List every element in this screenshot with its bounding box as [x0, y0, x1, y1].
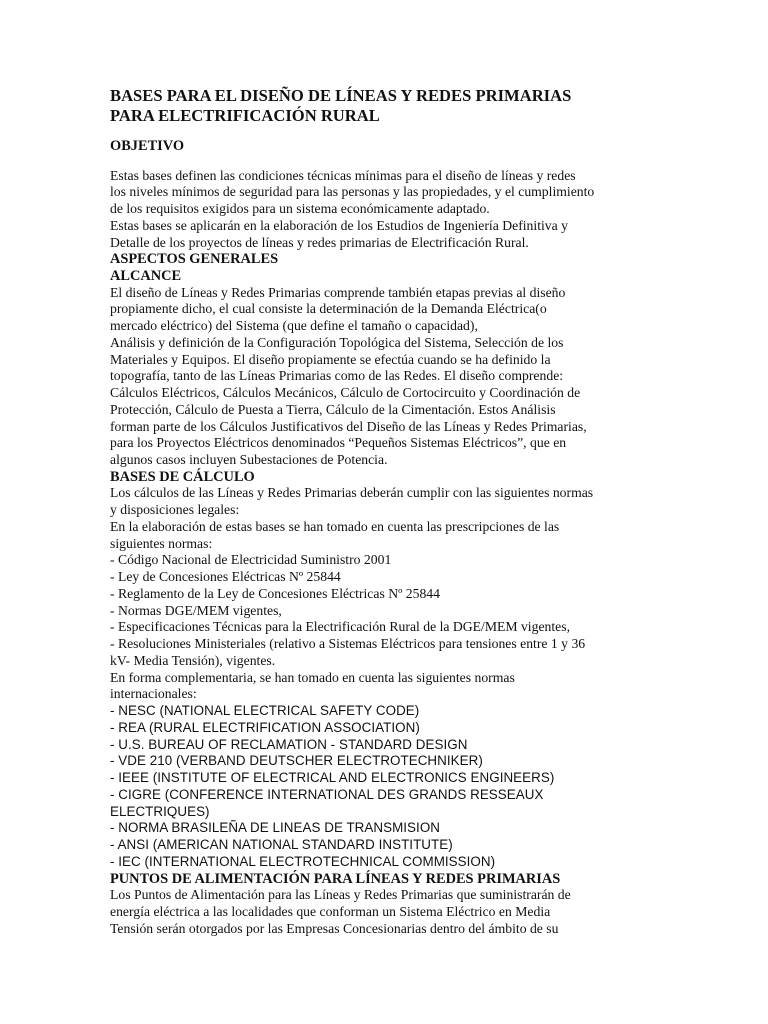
section-heading-puntos-de-alimentacion: PUNTOS DE ALIMENTACIÓN PARA LÍNEAS Y REDES PRIMARIAS — [110, 870, 561, 887]
text-line: para los Proyectos Eléctricos denominados “Pequeños Sistemas Eléctricos”, que en — [110, 435, 567, 451]
list-item: - Ley de Concesiones Eléctricas Nº 25844 — [110, 569, 341, 585]
text-line: forman parte de los Cálculos Justificativos del Diseño de las Líneas y Redes Primarias, — [110, 418, 587, 434]
text-line: Estas bases se aplicarán en la elaboración de los Estudios de Ingeniería Definitiva y — [110, 217, 568, 233]
text-line: Análisis y definición de la Configuración Topológica del Sistema, Selección de los — [110, 334, 564, 350]
norm-item: - VDE 210 (VERBAND DEUTSCHER ELECTROTECHNIKER) — [110, 753, 483, 769]
norm-item: - U.S. BUREAU OF RECLAMATION - STANDARD DESIGN — [110, 736, 468, 752]
text-line: Tensión serán otorgados por las Empresas Concesionarias dentro del ámbito de su — [110, 920, 559, 936]
document-page — [110, 86, 650, 937]
list-item: kV- Media Tensión), vigentes. — [110, 652, 276, 668]
text-line: los niveles mínimos de seguridad para las personas y las propiedades, y el cumplimiento — [110, 184, 595, 200]
title-line: PARA ELECTRIFICACIÓN RURAL — [110, 106, 380, 125]
document-title — [110, 86, 650, 126]
norm-item: - REA (RURAL ELECTRIFICATION ASSOCIATION) — [110, 719, 420, 735]
norm-item: - CIGRE (CONFERENCE INTERNATIONAL DES GRANDS RESSEAUX — [110, 786, 544, 802]
list-item: - Código Nacional de Electricidad Suministro 2001 — [110, 552, 392, 568]
text-line: Cálculos Eléctricos, Cálculos Mecánicos, Cálculo de Cortocircuito y Coordinación de — [110, 385, 581, 401]
norm-item: - NORMA BRASILEÑA DE LINEAS DE TRANSMISION — [110, 820, 440, 836]
norm-item: ELECTRIQUES) — [110, 803, 210, 819]
list-item: - Resoluciones Ministeriales (relativo a Sistemas Eléctricos para tensiones entre 1 y 36 — [110, 636, 586, 652]
section-heading-objetivo: OBJETIVO — [110, 138, 185, 154]
text-line: Detalle de los proyectos de líneas y redes primarias de Electrificación Rural. — [110, 234, 529, 250]
text-line: En forma complementaria, se han tomado en cuenta las siguientes normas — [110, 669, 515, 685]
text-line: El diseño de Líneas y Redes Primarias comprende también etapas previas al diseño — [110, 284, 566, 300]
norm-item: - NESC (NATIONAL ELECTRICAL SAFETY CODE) — [110, 703, 420, 719]
section-body-puntos-de-alimentacion — [110, 887, 650, 937]
section-heading-aspectos-generales: ASPECTOS GENERALES — [110, 251, 279, 268]
text-line: Materiales y Equipos. El diseño propiamente se efectúa cuando se ha definido la — [110, 351, 551, 367]
text-line: algunos casos incluyen Subestaciones de Potencia. — [110, 452, 388, 468]
norm-item: - IEEE (INSTITUTE OF ELECTRICAL AND ELECTRONICS ENGINEERS) — [110, 770, 555, 786]
text-line: mercado eléctrico) del Sistema (que define el tamaño o capacidad), — [110, 318, 478, 334]
section-heading-alcance: ALCANCE — [110, 267, 182, 284]
text-line: internacionales: — [110, 686, 197, 702]
text-line: energía eléctrica a las localidades que conforman un Sistema Eléctrico en Media — [110, 903, 551, 919]
title-line: BASES PARA EL DISEÑO DE LÍNEAS Y REDES PRIMARIAS — [110, 86, 572, 105]
text-line: Los cálculos de las Líneas y Redes Primarias deberán cumplir con las siguientes normas — [110, 485, 594, 501]
text-line: Estas bases definen las condiciones técnicas mínimas para el diseño de líneas y redes — [110, 167, 576, 183]
section-body-objetivo — [110, 168, 650, 252]
list-item: - Reglamento de la Ley de Concesiones Eléctricas Nº 25844 — [110, 585, 440, 601]
international-norms-list — [110, 703, 650, 871]
section-body-alcance — [110, 285, 650, 469]
text-line: siguientes normas: — [110, 535, 213, 551]
list-item: - Especificaciones Técnicas para la Electrificación Rural de la DGE/MEM vigentes, — [110, 619, 570, 635]
text-line: y disposiciones legales: — [110, 502, 240, 518]
text-line: propiamente dicho, el cual consiste la determinación de la Demanda Eléctrica(o — [110, 301, 547, 317]
list-item: - Normas DGE/MEM vigentes, — [110, 602, 282, 618]
text-line: topografía, tanto de las Líneas Primarias como de las Redes. El diseño comprende: — [110, 368, 564, 384]
norm-item: - ANSI (AMERICAN NATIONAL STANDARD INSTITUTE) — [110, 837, 453, 853]
text-line: En la elaboración de estas bases se han tomado en cuenta las prescripciones de las — [110, 518, 560, 534]
norm-item: - IEC (INTERNATIONAL ELECTROTECHNICAL COMMISSION) — [110, 853, 496, 869]
section-heading-bases-de-calculo: BASES DE CÁLCULO — [110, 468, 255, 485]
text-line: de los requisitos exigidos para un sistema económicamente adaptado. — [110, 201, 490, 217]
section-body-bases-de-calculo — [110, 485, 650, 703]
text-line: Protección, Cálculo de Puesta a Tierra, Cálculo de la Cimentación. Estos Análisis — [110, 401, 556, 417]
text-line: Los Puntos de Alimentación para las Líneas y Redes Primarias que suministrarán de — [110, 887, 571, 903]
